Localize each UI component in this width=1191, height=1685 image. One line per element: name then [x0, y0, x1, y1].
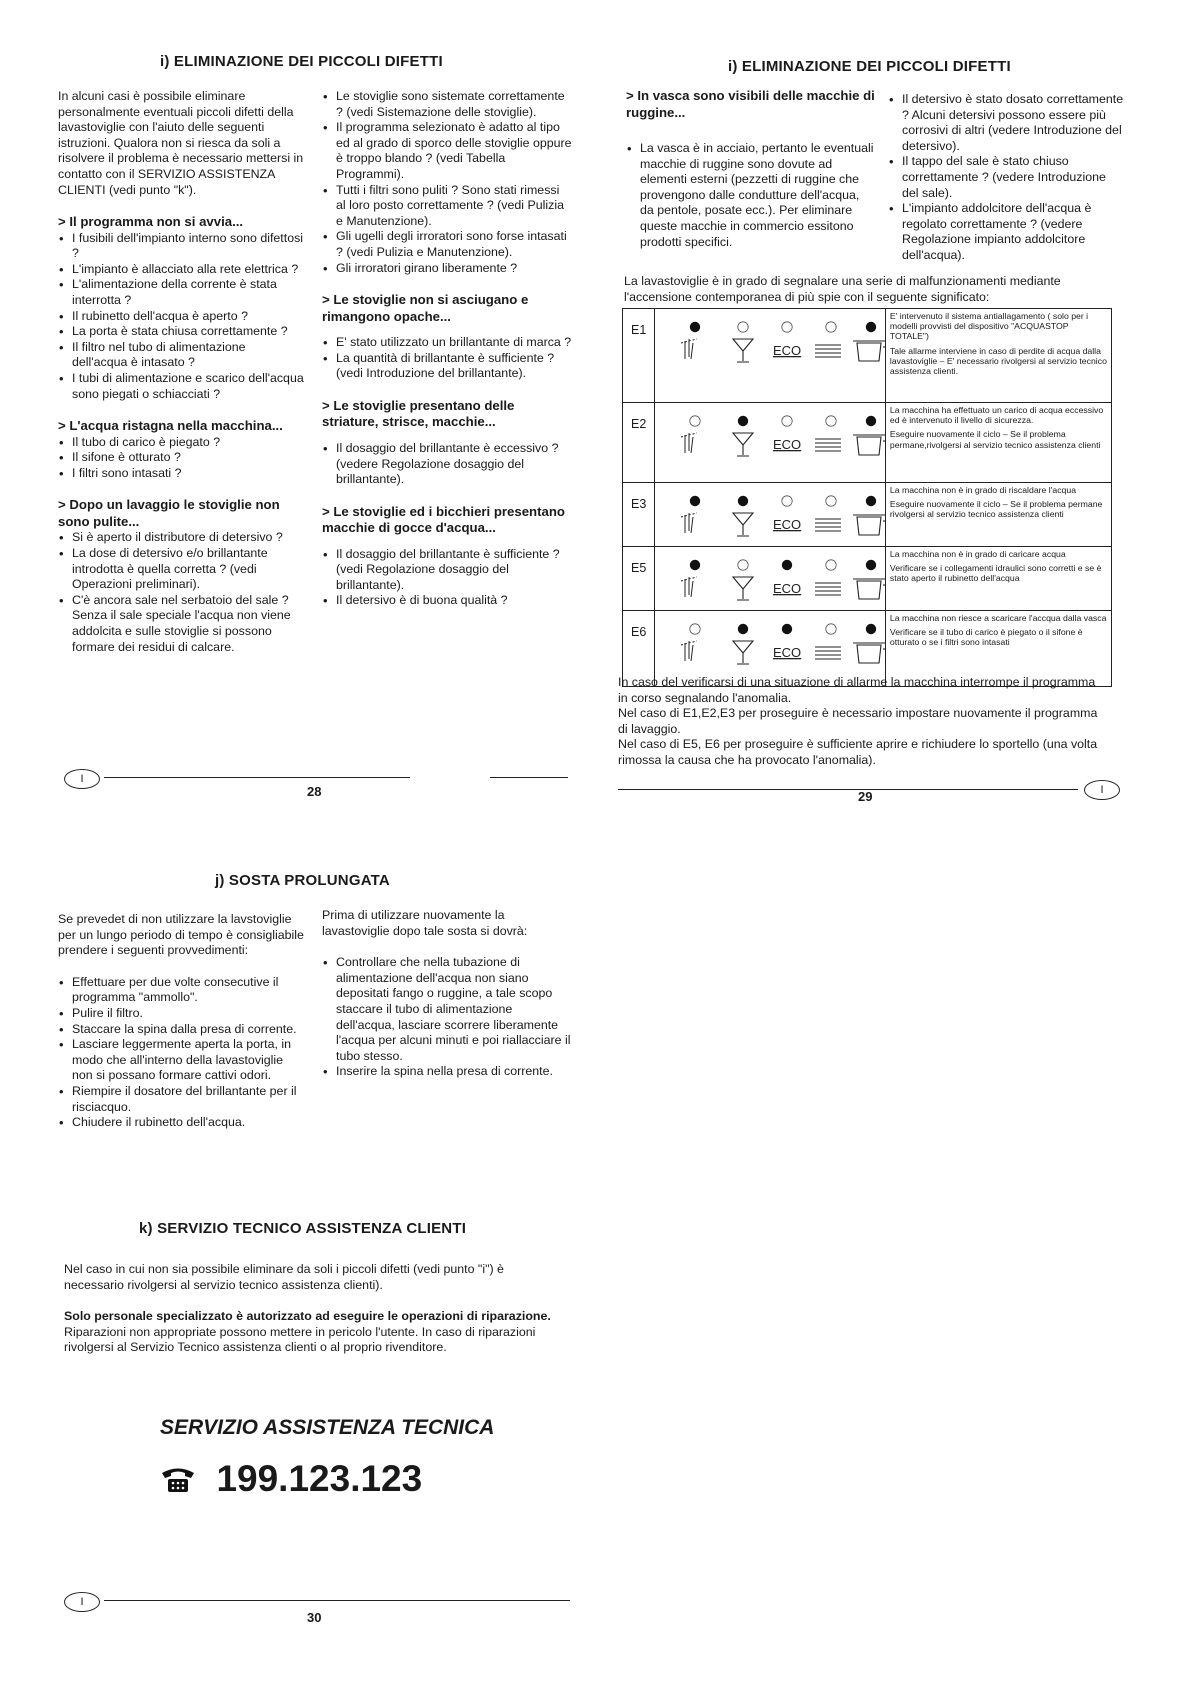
alarm-row	[623, 309, 1112, 403]
page30-k-body	[64, 1262, 564, 1356]
alarm-cause: La macchina ha effettuato un carico di acqua eccessivo ed è intervenuto il livello di sicurezza.	[889, 405, 1104, 426]
page29-col1	[626, 88, 876, 250]
page30-j-col2-intro: Prima di utilizzare nuovamente la lavastoviglie dopo tale sosta si dovrà:	[322, 908, 528, 938]
page28-q6-list	[322, 547, 572, 609]
list-item: • Il tubo di carico è piegato ?	[58, 435, 304, 451]
page29-after-3: Nel caso di E5, E6 per proseguire è sufficiente aprire e richiudere lo sportello (una volta rimossa la causa che ha provocato l'anomalia).	[618, 737, 1098, 767]
alarm-code: E3	[623, 483, 655, 547]
alarm-action: Eseguire nuovamente il ciclo – Se il problema permane,rivolgersi al servizio tecnico assistenza clienti	[889, 429, 1101, 450]
page30-j-list	[58, 975, 304, 1131]
list-item: • Gli ugelli degli irroratori sono forse intasati ? (vedi Pulizia e Manutenzione).	[322, 229, 572, 260]
list-item: • I fusibili dell'impianto interno sono difettosi ?	[58, 231, 304, 262]
plates-icon	[815, 345, 841, 357]
service-title: SERVIZIO ASSISTENZA TECNICA	[160, 1416, 495, 1439]
page28-q4-list	[322, 335, 572, 382]
page28-q5-list	[322, 441, 572, 488]
indicator-light-icon	[738, 624, 748, 634]
alarm-cause: E' intervenuto il sistema antiallagamento ( solo per i modelli provvisti del dispositivo "ACQUASTOP TOTALE")	[889, 311, 1089, 342]
page30-j-col2-list	[322, 955, 572, 1080]
alarm-code: E1	[623, 309, 655, 403]
alarm-code: E5	[623, 547, 655, 611]
page28-q1-list	[58, 231, 304, 403]
indicator-light-icon	[866, 496, 876, 506]
page28-col1	[58, 89, 304, 655]
indicator-light-icon	[866, 322, 876, 332]
wash-icon	[681, 513, 697, 533]
eco-label: ECO	[772, 343, 802, 358]
language-logo-icon: I	[1084, 780, 1120, 800]
list-item: • Tutti i filtri sono puliti ? Sono stati rimessi al loro posto correttamente ? (vedi Pulizia e Manutenzione).	[322, 183, 572, 230]
alarm-action: Verificare se il tubo di carico è piegato o il sifone è otturato o se i filtri sono intasati	[889, 627, 1083, 648]
indicator-light-icon	[866, 416, 876, 426]
eco-label: ECO	[772, 517, 802, 532]
list-item: • Riempire il dosatore del brillantante per il risciacquo.	[58, 1084, 304, 1115]
page28-col2	[322, 89, 572, 609]
list-item: • Il tappo del sale è stato chiuso correttamente ? (vedere Introduzione del sale).	[888, 154, 1124, 201]
list-item: • Le stoviglie sono sistemate correttamente ? (vedi Sistemazione delle stoviglie).	[322, 89, 572, 120]
indicator-light-icon	[826, 624, 836, 634]
page30-j-intro: Se prevedet di non utilizzare la lavstoviglie per un lungo periodo di tempo è consigliabile prendere i seguenti provvedimenti:	[58, 912, 304, 958]
page28-q5-heading: > Le stoviglie presentano delle striature, strisce, macchie...	[322, 397, 515, 430]
alarm-description	[885, 547, 1111, 611]
list-item: • I tubi di alimentazione e scarico dell'acqua sono piegati o schiacciati ?	[58, 371, 304, 402]
page28-q4-heading: > Le stoviglie non si asciugano e rimangono opache...	[322, 292, 529, 324]
indicator-light-icon	[738, 322, 748, 332]
page28-number: 28	[307, 784, 322, 799]
list-item: • Pulire il filtro.	[58, 1006, 304, 1022]
alarm-row	[623, 483, 1112, 547]
alarm-action: Tale allarme interviene in caso di perdite di acqua dalla lavastoviglie – E' necessario rivolgersi al servizio tecnico assistenza clienti.	[889, 345, 1107, 377]
indicator-light-icon	[738, 560, 748, 570]
alarm-action: Verificare se i collegamenti idraulici sono corretti e se è stato aperto il rubinetto dell'acqua	[889, 563, 1102, 584]
list-item: • Il detersivo è stato dosato correttamente ? Alcuni detersivi possono essere più corrosivi di altri (vedere Introduzione del detersivo).	[888, 92, 1124, 154]
glass-icon	[733, 577, 753, 600]
page29-after-1: In caso del verificarsi di una situazione di allarme la macchina interrompe il programma in corso segnalando l'anomalia.	[618, 675, 1096, 705]
glass-icon	[733, 433, 753, 456]
indicator-light-icon	[690, 560, 700, 570]
page30-title-j: j) SOSTA PROLUNGATA	[215, 872, 390, 889]
indicator-light-icon	[738, 496, 748, 506]
alarm-description	[885, 483, 1111, 547]
eco-label: ECO	[772, 437, 802, 452]
list-item: • Si è aperto il distributore di detersivo ?	[58, 530, 304, 546]
page29-after-text	[618, 675, 1108, 769]
list-item: • Lasciare leggermente aperta la porta, in modo che all'interno della lavastoviglie non si possano formare cattivi odori.	[58, 1037, 304, 1084]
glass-icon	[733, 513, 753, 536]
page28-q3-list	[58, 530, 304, 655]
page29-after-2: Nel caso di E1,E2,E3 per proseguire è necessario impostare nuovamente il programma di lavaggio.	[618, 706, 1098, 736]
page30-footer-rule	[104, 1600, 570, 1601]
page28-q2-list	[58, 435, 304, 482]
page28-title: i) ELIMINAZIONE DEI PICCOLI DIFETTI	[160, 53, 443, 70]
alarm-cause: La macchina non è in grado di riscaldare l'acqua	[889, 485, 1077, 495]
list-item: • Staccare la spina dalla presa di corrente.	[58, 1022, 304, 1038]
alarm-table	[622, 308, 1112, 687]
indicator-light-icon	[782, 496, 792, 506]
page29-q1-list	[626, 141, 876, 250]
page30-col2	[322, 908, 572, 1080]
page29-col2-list	[888, 92, 1124, 264]
alarm-lights	[654, 309, 885, 403]
page28-q2-heading: > L'acqua ristagna nella macchina...	[58, 418, 283, 434]
alarm-code: E2	[623, 403, 655, 483]
alarm-cause: La macchina non riesce a scaricare l'accqua dalla vasca	[889, 613, 1107, 623]
list-item: • Il dosaggio del brillantante è sufficiente ? (vedi Regolazione dosaggio del brillantante).	[322, 547, 572, 594]
indicator-light-icon	[782, 560, 792, 570]
list-item: • La porta è stata chiusa correttamente ?	[58, 324, 304, 340]
page29-footer-rule	[618, 789, 1078, 790]
list-item: • Il sifone è otturato ?	[58, 450, 304, 466]
page29-q1-heading: > In vasca sono visibili delle macchie di ruggine...	[626, 88, 875, 120]
list-item: • L'impianto è allacciato alla rete elettrica ?	[58, 262, 304, 278]
indicator-light-icon	[782, 624, 792, 634]
list-item: • Il rubinetto dell'acqua è aperto ?	[58, 309, 304, 325]
page29-col2	[888, 92, 1124, 264]
plates-icon	[815, 647, 841, 659]
alarm-action: Eseguire nuovamente il ciclo – Se il problema permane rivolgersi al servizio tecnico assistenza clienti	[889, 499, 1103, 520]
list-item: • Controllare che nella tubazione di alimentazione dell'acqua non siano depositati fango o ruggine, a tale scopo staccare il tubo di alimentazione dell'acqua, lasciare scorrere liberamente l'acqua per alcuni minuti e poi riallacciare il tubo stesso.	[322, 955, 572, 1064]
page30-k-text1: Nel caso in cui non sia possibile eliminare da soli i piccoli difetti (vedi punto "i") è necessario rivolgersi al servizio tecnico assistenza clienti).	[64, 1262, 504, 1292]
list-item: • Gli irroratori girano liberamente ?	[322, 261, 572, 277]
list-item: • La dose di detersivo e/o brillantante introdotta è quella corretta ? (vedi Operazioni preliminari).	[58, 546, 304, 593]
indicator-light-icon	[826, 322, 836, 332]
alarm-description	[885, 309, 1111, 403]
page30-k-bold: Solo personale specializzato è autorizzato ad eseguire le operazioni di riparazione.	[64, 1309, 551, 1324]
indicator-light-icon	[826, 496, 836, 506]
glass-icon	[733, 339, 753, 362]
list-item: • Inserire la spina nella presa di corrente.	[322, 1064, 572, 1080]
indicator-light-icon	[690, 322, 700, 332]
language-logo-icon: I	[64, 1592, 100, 1612]
page30-number: 30	[307, 1610, 322, 1625]
list-item: • Effettuare per due volte consecutive il programma "ammollo".	[58, 975, 304, 1006]
indicator-light-icon	[690, 416, 700, 426]
list-item: • L'impianto addolcitore dell'acqua è regolato correttamente ? (vedere Regolazione impianto addolcitore dell'acqua).	[888, 201, 1124, 263]
indicator-light-icon	[690, 624, 700, 634]
page28-q3-heading: > Dopo un lavaggio le stoviglie non sono pulite...	[58, 497, 280, 529]
indicator-light-icon	[690, 496, 700, 506]
alarm-lights	[654, 403, 885, 483]
indicator-light-icon	[866, 560, 876, 570]
page30-title-k: k) SERVIZIO TECNICO ASSISTENZA CLIENTI	[139, 1220, 467, 1237]
glass-icon	[733, 641, 753, 664]
page30-col1	[58, 912, 304, 1131]
list-item: • Chiudere il rubinetto dell'acqua.	[58, 1115, 304, 1131]
pot-icon	[853, 341, 885, 361]
list-item: • I filtri sono intasati ?	[58, 466, 304, 482]
list-item: • La quantità di brillantante è sufficiente ? (vedi Introduzione del brillantante).	[322, 351, 572, 382]
wash-icon	[681, 433, 697, 453]
page29-number: 29	[858, 789, 873, 804]
list-item: • C'è ancora sale nel serbatoio del sale ? Senza il sale speciale l'acqua non viene addolcita e sulle stoviglie si possono formare dei residui di calcare.	[58, 593, 304, 655]
page28-q1-heading: > Il programma non si avvia...	[58, 214, 244, 230]
list-item: • Il dosaggio del brillantante è eccessivo ? (vedere Regolazione dosaggio del brillantante).	[322, 441, 572, 488]
eco-label: ECO	[772, 645, 802, 660]
indicator-light-icon	[782, 322, 792, 332]
plates-icon	[815, 519, 841, 531]
wash-icon	[681, 641, 697, 661]
pot-icon	[853, 579, 885, 599]
indicator-light-icon	[826, 560, 836, 570]
page28-footer-rule	[104, 777, 410, 778]
page28-footer-rule-right	[490, 777, 568, 778]
list-item: • Il detersivo è di buona qualità ?	[322, 593, 572, 609]
alarm-cause: La macchina non è in grado di caricare acqua	[889, 549, 1066, 559]
wash-icon	[681, 577, 697, 597]
alarm-description	[885, 403, 1111, 483]
list-item: • Il programma selezionato è adatto al tipo ed al grado di sporco delle stoviglie oppure è troppo blando ? (vedi Tabella Programmi).	[322, 120, 572, 182]
page28-q6-heading: > Le stoviglie ed i bicchieri presentano macchie di gocce d'acqua...	[322, 503, 565, 536]
pot-icon	[853, 643, 885, 663]
phone-number: 199.123.123	[216, 1458, 423, 1499]
alarm-row	[623, 403, 1112, 483]
eco-label: ECO	[772, 581, 802, 596]
page29-title: i) ELIMINAZIONE DEI PICCOLI DIFETTI	[728, 58, 1011, 75]
pot-icon	[853, 515, 885, 535]
telephone-icon	[160, 1464, 196, 1494]
alarm-lights	[654, 483, 885, 547]
page30-k-text2: Riparazioni non appropriate possono mettere in pericolo l'utente. In caso di riparazioni rivolgersi al Servizio Tecnico assistenza clienti o al proprio rivenditore.	[64, 1324, 536, 1355]
indicator-light-icon	[866, 624, 876, 634]
plates-icon	[815, 583, 841, 595]
wash-icon	[681, 339, 697, 359]
page29-alarm-intro: La lavastoviglie è in grado di segnalare una serie di malfunzionamenti mediante l'accensione contemporanea di più spie con il seguente significato:	[624, 274, 1061, 304]
pot-icon	[853, 435, 885, 455]
indicator-light-icon	[782, 416, 792, 426]
page28-intro: In alcuni casi è possibile eliminare personalmente eventuali piccoli difetti della lavastoviglie con l'aiuto delle seguenti istruzioni. Qualora non si riesca da soli a risolvere il problema è necessario mettersi in contatto con il SERVIZIO ASSISTENZA CLIENTI (vedi punto "k").	[58, 89, 304, 197]
list-item: • L'alimentazione della corrente è stata interrotta ?	[58, 277, 304, 308]
list-item: • La vasca è in acciaio, pertanto le eventuali macchie di ruggine sono dovute ad elementi esterni (pezzetti di ruggine che provengono dalle condutture dell'acqua, da pentole, posate ecc.). Per eliminare queste macchie in commercio essitono prodotti specifici.	[626, 141, 876, 250]
phone-block	[160, 1458, 422, 1506]
alarm-row	[623, 547, 1112, 611]
alarm-code: E6	[623, 611, 655, 687]
list-item: • Il filtro nel tubo di alimentazione dell'acqua è intasato ?	[58, 340, 304, 371]
language-logo-icon: I	[64, 769, 100, 789]
page28-col2-list	[322, 89, 572, 276]
indicator-light-icon	[738, 416, 748, 426]
alarm-lights	[654, 547, 885, 611]
list-item: • E' stato utilizzato un brillantante di marca ?	[322, 335, 572, 351]
plates-icon	[815, 439, 841, 451]
indicator-light-icon	[826, 416, 836, 426]
